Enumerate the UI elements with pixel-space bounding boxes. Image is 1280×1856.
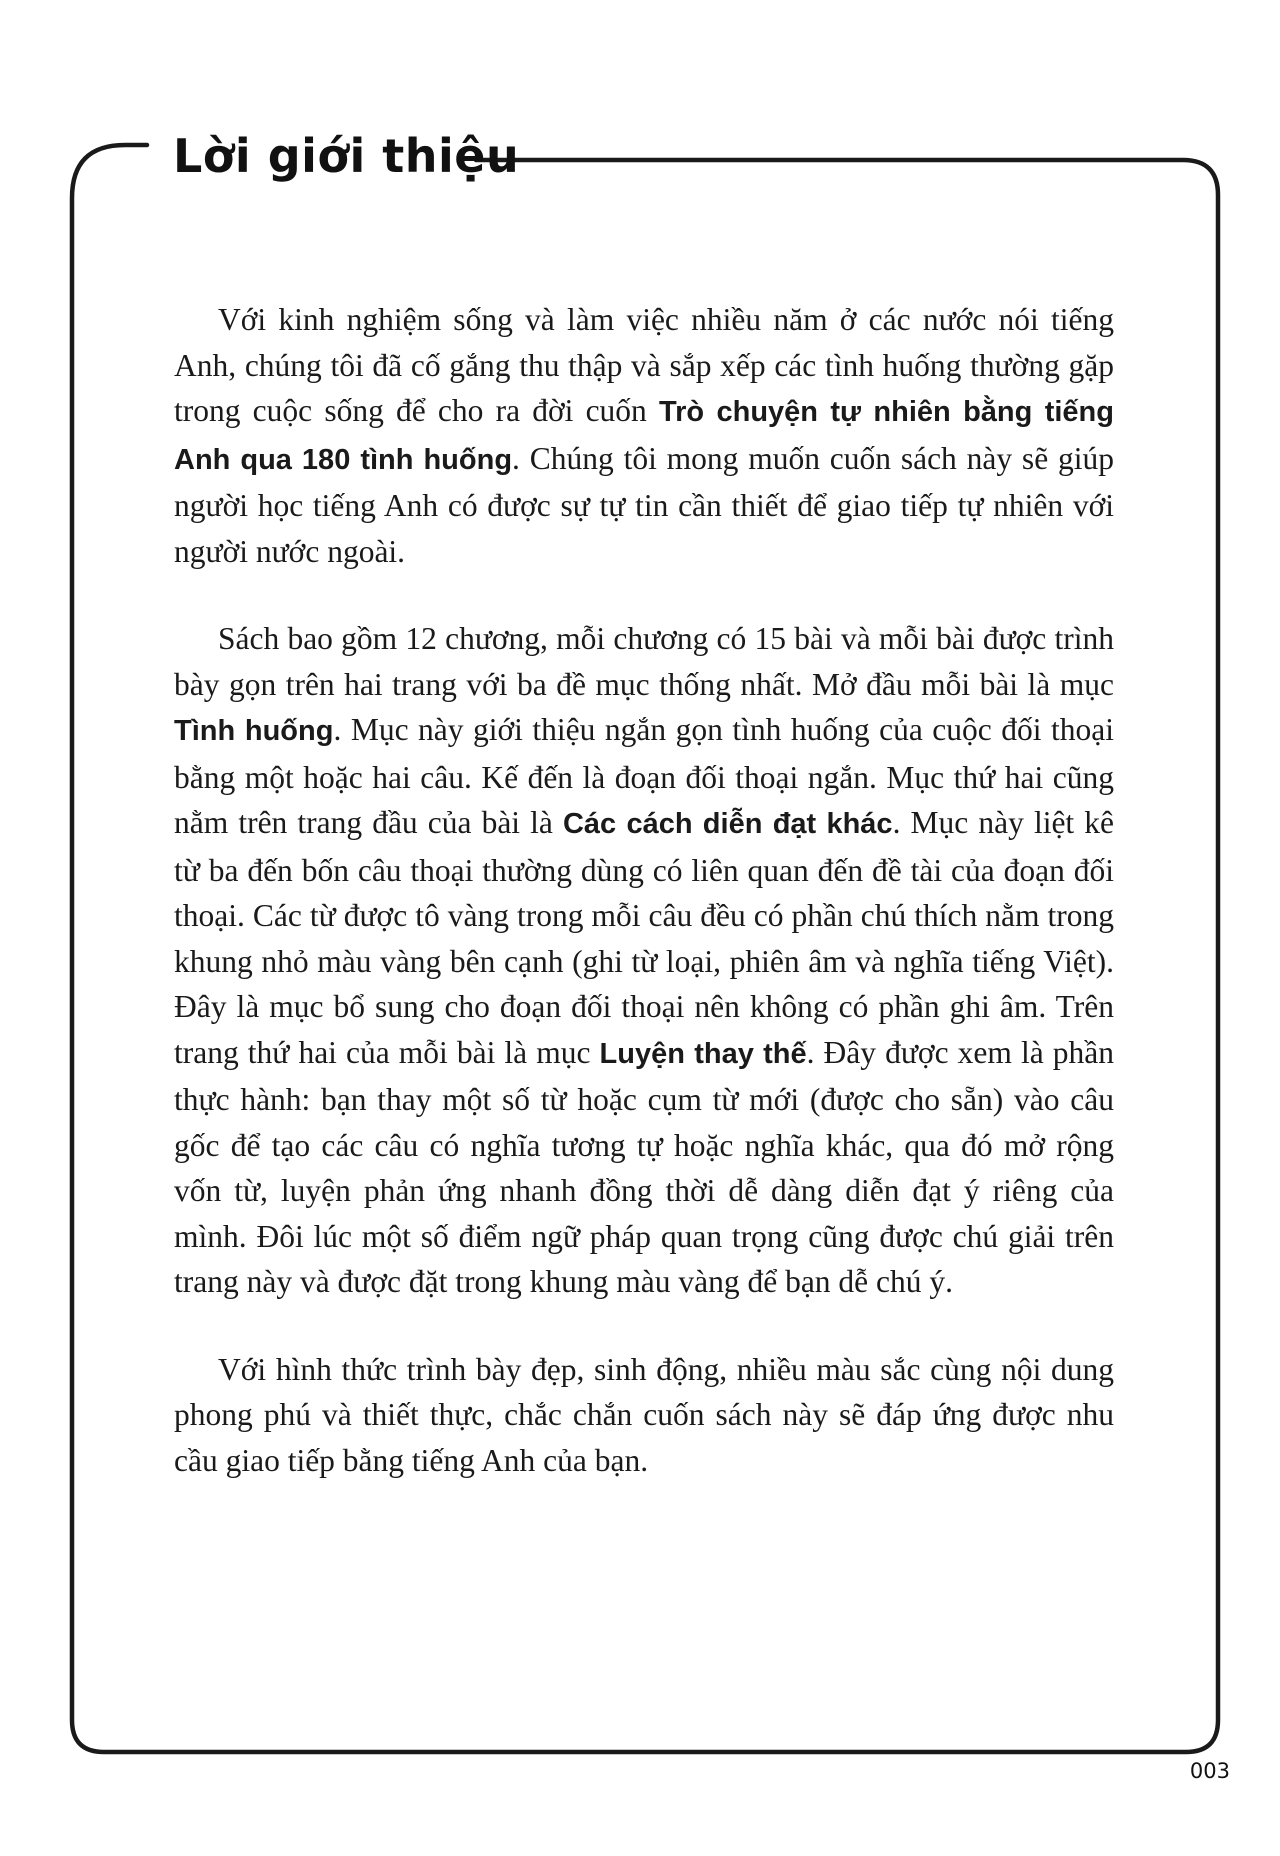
intro-body [174,297,1114,1525]
intro-paragraph-3: Với hình thức trình bày đẹp, sinh động, nhiều màu sắc cùng nội dung phong phú và thiết thực, chắc chắn cuốn sách này sẽ đáp ứng được nhu cầu giao tiếp bằng tiếng Anh của bạn. [174,1351,1114,1478]
term-cac-cach-dien-dat-khac: Các cách diễn đạt khác [562,808,893,840]
book-title: Trò chuyện tự nhiên bằng tiếng Anh qua 180 tình huống [174,396,1114,476]
term-tinh-huong: Tình huống [174,715,334,747]
term-luyen-thay-the: Luyện thay thế [599,1037,807,1070]
intro-paragraph-2: Sách bao gồm 12 chương, mỗi chương có 15 bài và mỗi bài được trình bày gọn trên hai trang với ba đề mục thống nhất. Mở đầu mỗi bài là mục Tình huống. Mục này giới thiệu ngắn gọn tình huống của cuộc đối thoại bằng một hoặc hai câu. Kế đến là đoạn đối thoại ngắn. Mục thứ hai cũng nằm trên trang đầu của bài là Các cách diễn đạt khác. Mục này liệt kê từ ba đến bốn câu thoại thường dùng có liên quan đến đề tài của đoạn đối thoại. Các từ được tô vàng trong mỗi câu đều có phần chú thích nằm trong khung nhỏ màu vàng bên cạnh (ghi từ loại, phiên âm và nghĩa tiếng Việt). Đây là mục bổ sung cho đoạn đối thoại nên không có phần ghi âm. Trên trang thứ hai của mỗi bài là mục Luyện thay thế. Đây được xem là phần thực hành: bạn thay một số từ hoặc cụm từ mới (được cho sẵn) vào câu gốc để tạo các câu có nghĩa tương tự hoặc nghĩa khác, qua đó mở rộng vốn từ, luyện phản ứng nhanh đồng thời dễ dàng diễn đạt ý riêng của mình. Đôi lúc một số điểm ngữ pháp quan trọng cũng được chú giải trên trang này và được đặt trong khung màu vàng để bạn dễ chú ý. [174,621,1114,1299]
page-title: Lời giới thiệu [173,129,520,183]
intro-paragraph-1: Với kinh nghiệm sống và làm việc nhiều năm ở các nước nói tiếng Anh, chúng tôi đã cố gắng thu thập và sắp xếp các tình huống thường gặp trong cuộc sống để cho ra đời cuốn Trò chuyện tự nhiên bằng tiếng Anh qua 180 tình huống. Chúng tôi mong muốn cuốn sách này sẽ giúp người học tiếng Anh có được sự tự tin cần thiết để giao tiếp tự nhiên với người nước ngoài. [174,302,1114,569]
page-number: 003 [1189,1759,1230,1783]
